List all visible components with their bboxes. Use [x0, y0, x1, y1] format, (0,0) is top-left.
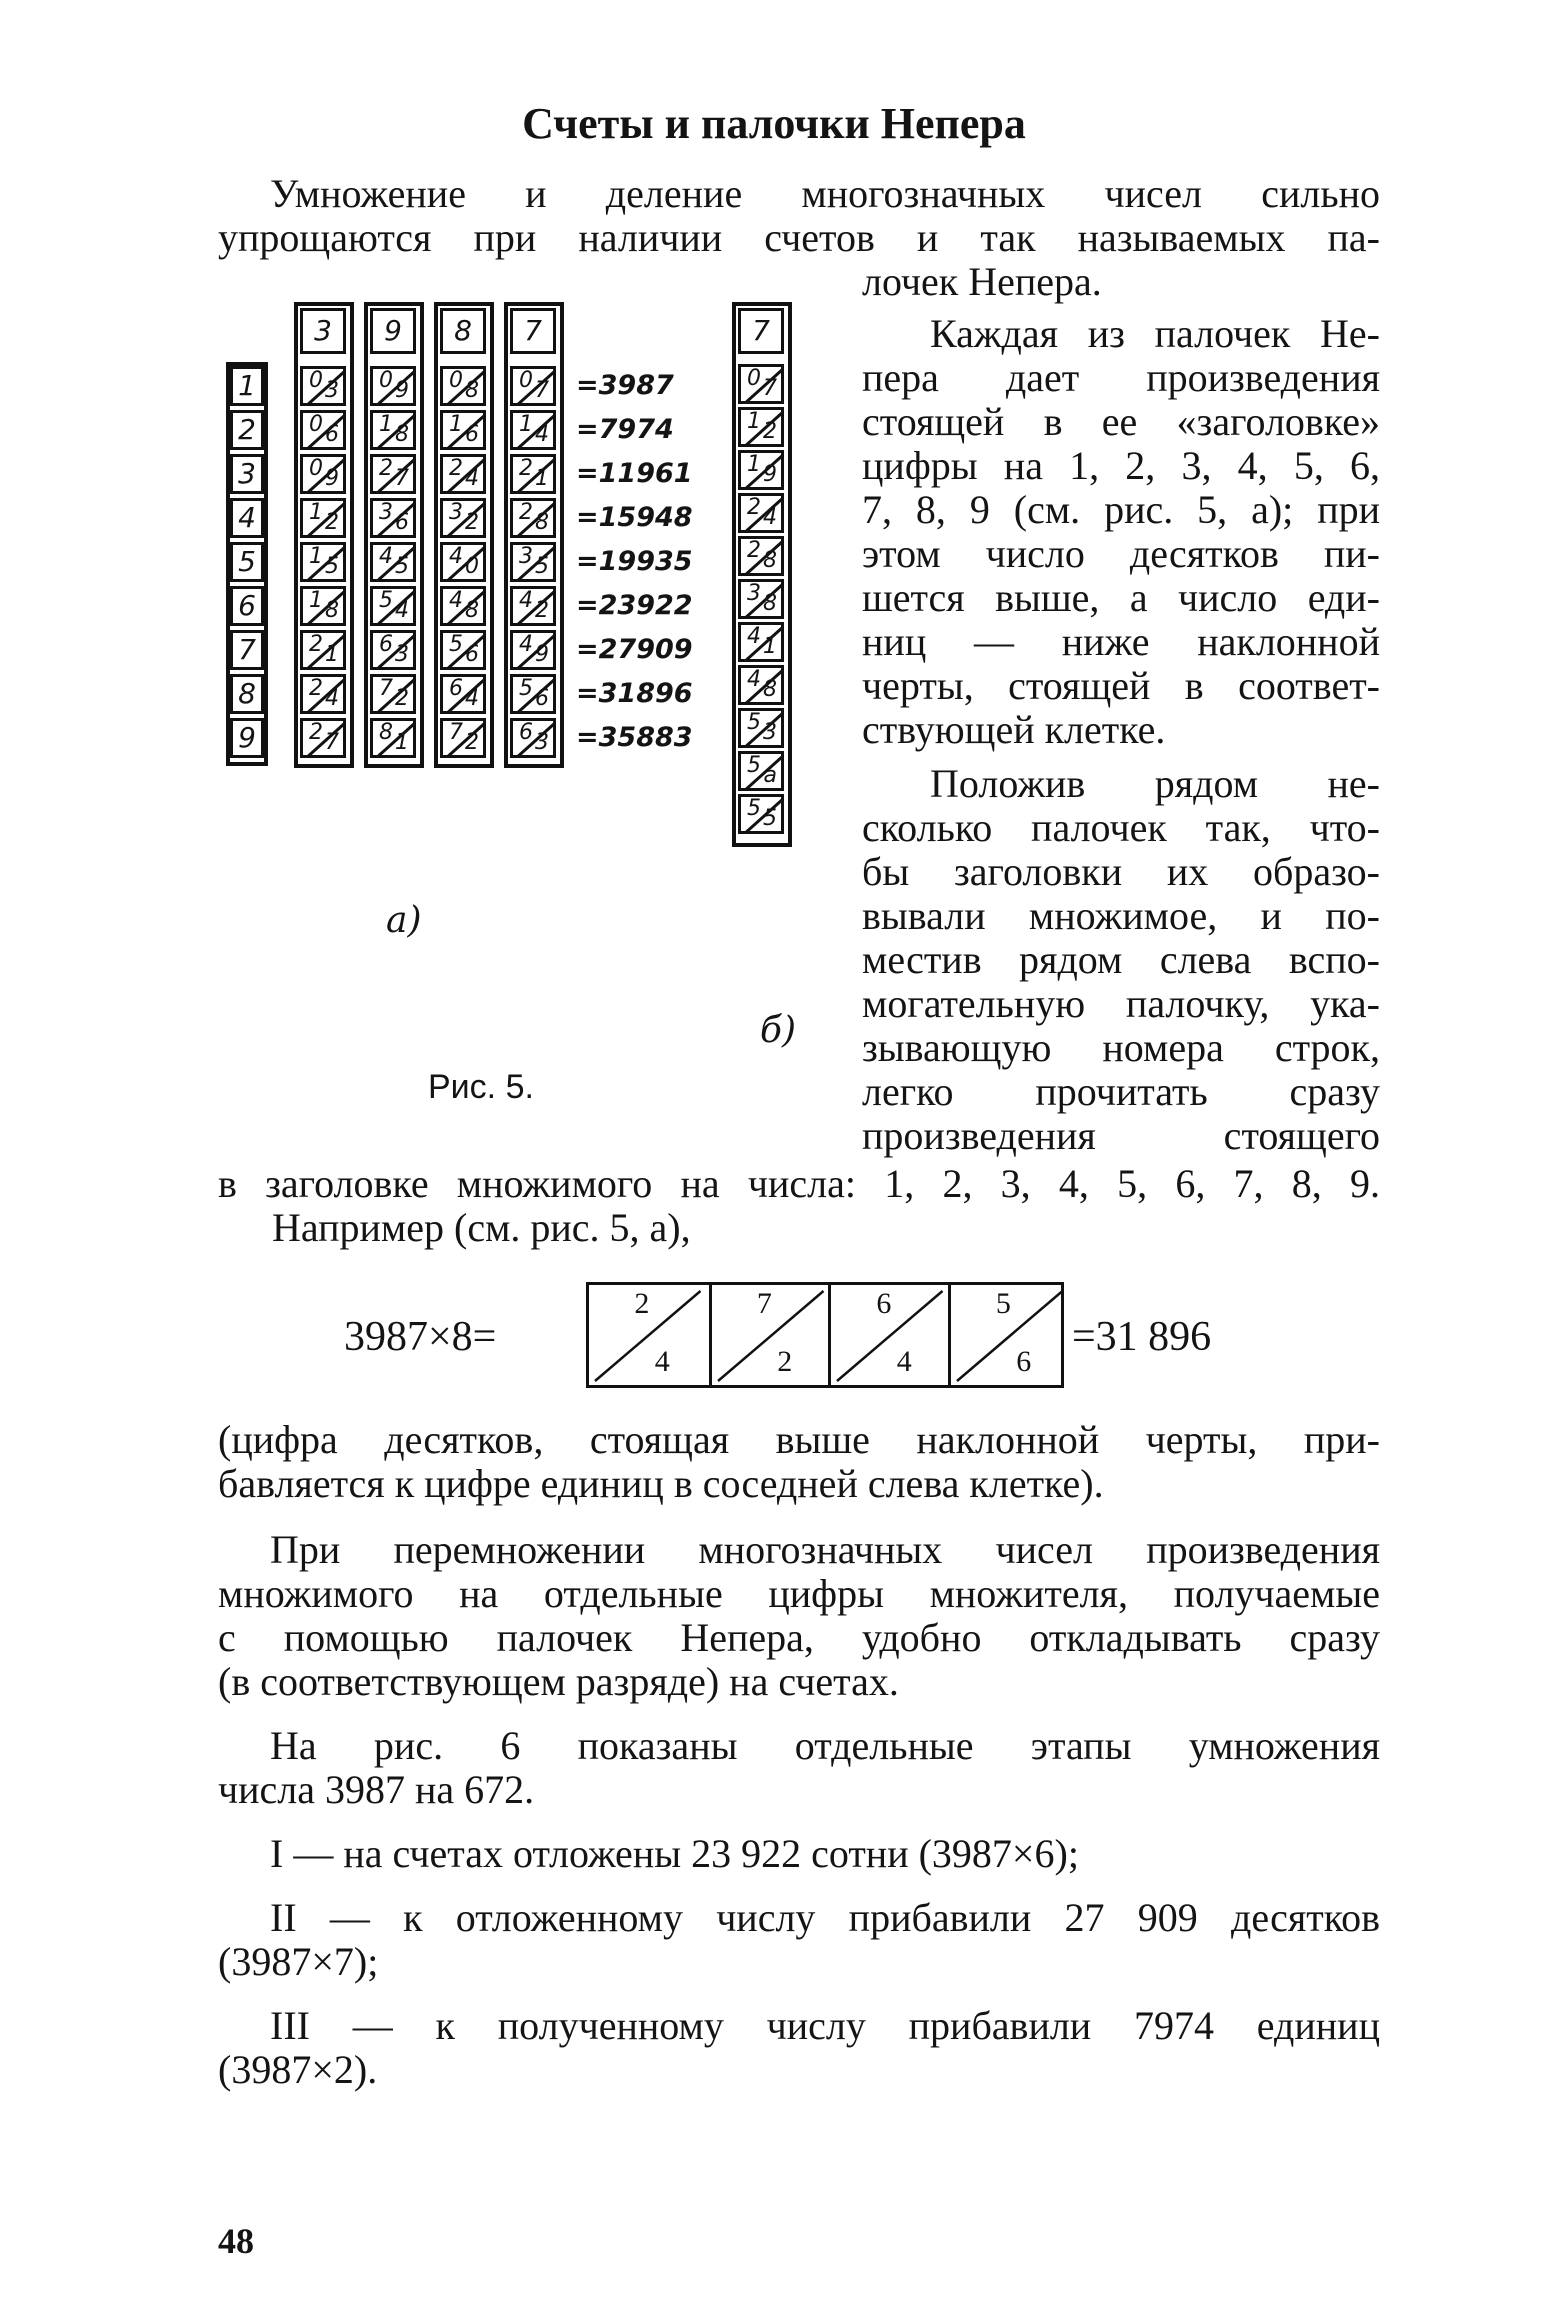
units-digit: 9 [763, 462, 777, 487]
tens-digit: 3 [379, 500, 393, 525]
rod-cell [510, 630, 556, 670]
step-2: II — к отложенному числу прибавили 27 909 десятков [270, 1895, 1380, 1940]
units-digit: 4 [465, 686, 479, 711]
figure-label-a: а) [386, 900, 422, 941]
tens-digit: 5 [449, 632, 463, 657]
units-digit: 2 [465, 510, 479, 535]
units-digit: 1 [763, 634, 777, 659]
tens-digit: 5 [519, 676, 533, 701]
paragraph-2-line: Положив рядом не- [930, 761, 1380, 806]
equation-tens: 7 [756, 1287, 772, 1320]
index-cell: 3 [230, 454, 264, 494]
rod-cell [370, 718, 416, 758]
rod-b-cell [738, 751, 784, 791]
paragraph-2-line: зывающую номера строк, [862, 1025, 1380, 1070]
tens-digit: 5 [747, 753, 761, 778]
tens-digit: 1 [449, 412, 463, 437]
rod-cell [510, 498, 556, 538]
tens-digit: 1 [309, 500, 323, 525]
step-2-continued: (3987×7); [218, 1939, 379, 1984]
units-digit: 5 [763, 806, 777, 831]
units-digit: 8 [535, 510, 549, 535]
paragraph-1-line: этом число десятков пи- [862, 531, 1380, 576]
tens-digit: 0 [309, 412, 323, 437]
tens-digit: 2 [747, 538, 761, 563]
index-cell: 4 [230, 498, 264, 538]
tens-digit: 0 [309, 368, 323, 393]
units-digit: 2 [325, 510, 339, 535]
paragraph-4-line-4: (в соответствующем разряде) на счетах. [218, 1659, 899, 1704]
rod-cell [370, 630, 416, 670]
tens-digit: 4 [449, 544, 463, 569]
index-cell: 1 [230, 366, 264, 406]
units-digit: 4 [763, 505, 777, 530]
rod-b-cell [738, 407, 784, 447]
paragraph-1-line: ниц — ниже наклонной [862, 619, 1380, 664]
units-digit: 7 [535, 378, 549, 403]
units-digit: 4 [535, 422, 549, 447]
rod-cell [440, 718, 486, 758]
tens-digit: 3 [519, 544, 533, 569]
units-digit: 7 [325, 730, 339, 755]
tens-digit: 2 [309, 720, 323, 745]
equation-rod-cells [586, 1282, 1064, 1388]
index-cell: 9 [230, 718, 264, 758]
rod-b-header: 7 [738, 308, 784, 354]
units-digit: 6 [395, 510, 409, 535]
paragraph-4-line-2: множимого на отдельные цифры множителя, получаемые [218, 1571, 1380, 1616]
tens-digit: 2 [449, 456, 463, 481]
tens-digit: 6 [379, 632, 393, 657]
tens-digit: 2 [747, 495, 761, 520]
rod-cell [510, 586, 556, 626]
tens-digit: 1 [309, 544, 323, 569]
tens-digit: 2 [309, 632, 323, 657]
row-product: =7974 [576, 414, 674, 445]
step-3: III — к полученному числу прибавили 7974 единиц [270, 2003, 1380, 2048]
tens-digit: 4 [519, 632, 533, 657]
tens-digit: 0 [449, 368, 463, 393]
row-product: =35883 [576, 722, 693, 753]
page-number: 48 [218, 2221, 254, 2261]
units-digit: 6 [325, 422, 339, 447]
row-product: =15948 [576, 502, 693, 533]
equation-units: 6 [1016, 1345, 1032, 1378]
rod-cell [370, 366, 416, 406]
units-digit: a [763, 763, 777, 788]
units-digit: 3 [763, 720, 777, 745]
units-digit: 3 [325, 378, 339, 403]
units-digit: 7 [395, 466, 409, 491]
rod-b-cell [738, 794, 784, 834]
tens-digit: 8 [379, 720, 393, 745]
rod-b-cell [738, 536, 784, 576]
units-digit: 8 [465, 598, 479, 623]
rod-cell [440, 410, 486, 450]
rod-b-cell [738, 665, 784, 705]
rod-b-cell [738, 364, 784, 404]
row-product: =31896 [576, 678, 693, 709]
paragraph-1-line: черты, стоящей в соответ- [862, 663, 1380, 708]
units-digit: 5 [395, 554, 409, 579]
paragraph-4-line-3: с помощью палочек Непера, удобно откладывать сразу [218, 1615, 1380, 1660]
intro-line-3: лочек Непера. [862, 259, 1102, 304]
row-product: =3987 [576, 370, 674, 401]
rod-cell [300, 366, 346, 406]
example-intro: Например (см. рис. 5, а), [272, 1205, 691, 1250]
units-digit: 8 [465, 378, 479, 403]
paragraph-1-line: пера дает произведения [862, 355, 1380, 400]
tens-digit: 4 [747, 624, 761, 649]
rod-cell [510, 454, 556, 494]
units-digit: 8 [395, 422, 409, 447]
tens-digit: 5 [747, 710, 761, 735]
equation-units: 4 [896, 1345, 912, 1378]
units-digit: 9 [395, 378, 409, 403]
rod-cell [440, 542, 486, 582]
equation-units: 2 [777, 1345, 793, 1378]
equation-cell [948, 1285, 1068, 1385]
rod-cell [300, 410, 346, 450]
units-digit: 6 [465, 422, 479, 447]
rod-cell [370, 674, 416, 714]
rod-cell [510, 410, 556, 450]
tens-digit: 0 [747, 366, 761, 391]
rod-header: 8 [440, 308, 486, 354]
tens-digit: 5 [379, 588, 393, 613]
rod-cell [440, 454, 486, 494]
units-digit: 1 [535, 466, 549, 491]
equation-right: =31 896 [1072, 1314, 1212, 1360]
step-1: I — на счетах отложены 23 922 сотни (3987×6); [270, 1831, 1079, 1876]
rod-header: 7 [510, 308, 556, 354]
rod-b-cell [738, 450, 784, 490]
units-digit: 5 [535, 554, 549, 579]
tens-digit: 1 [747, 452, 761, 477]
index-cell: 7 [230, 630, 264, 670]
tens-digit: 3 [449, 500, 463, 525]
row-product: =11961 [576, 458, 693, 489]
paragraph-1-line: цифры на 1, 2, 3, 4, 5, 6, [862, 443, 1380, 488]
paragraph-5-line-2: числа 3987 на 672. [218, 1767, 535, 1812]
rod-cell [300, 630, 346, 670]
tens-digit: 5 [747, 796, 761, 821]
rod-cell [300, 498, 346, 538]
rod-cell [510, 674, 556, 714]
rod-cell [440, 498, 486, 538]
units-digit: 5 [325, 554, 339, 579]
tens-digit: 4 [747, 667, 761, 692]
rod-cell [510, 718, 556, 758]
rod-cell [370, 454, 416, 494]
units-digit: 2 [535, 598, 549, 623]
tens-digit: 6 [519, 720, 533, 745]
rod-b-cell [738, 579, 784, 619]
paragraph-products-line: в заголовке множимого на числа: 1, 2, 3, 4, 5, 6, 7, 8, 9. [218, 1161, 1380, 1206]
paragraph-3-line-1: (цифра десятков, стоящая выше наклонной черты, при- [218, 1417, 1380, 1462]
tens-digit: 0 [519, 368, 533, 393]
tens-digit: 7 [379, 676, 393, 701]
units-digit: 4 [465, 466, 479, 491]
units-digit: 8 [763, 677, 777, 702]
paragraph-1-line: шется выше, а число еди- [862, 575, 1380, 620]
equation-cell [709, 1285, 829, 1385]
units-digit: 4 [325, 686, 339, 711]
rod-cell [370, 542, 416, 582]
units-digit: 1 [395, 730, 409, 755]
rod-cell [370, 586, 416, 626]
equation-cell [589, 1285, 709, 1385]
units-digit: 2 [395, 686, 409, 711]
rod-cell [370, 410, 416, 450]
units-digit: 1 [325, 642, 339, 667]
equation-cell [828, 1285, 948, 1385]
units-digit: 6 [465, 642, 479, 667]
units-digit: 3 [395, 642, 409, 667]
rod-b-cell [738, 622, 784, 662]
tens-digit: 3 [747, 581, 761, 606]
units-digit: 8 [325, 598, 339, 623]
paragraph-2-line: произведения стоящего [862, 1113, 1380, 1158]
step-3-continued: (3987×2). [218, 2047, 378, 2092]
rod-header: 3 [300, 308, 346, 354]
paragraph-2-line: могательную палочку, ука- [862, 981, 1380, 1026]
tens-digit: 2 [519, 500, 533, 525]
row-product: =23922 [576, 590, 693, 621]
units-digit: 9 [535, 642, 549, 667]
paragraph-2-line: сколько палочек так, что- [862, 805, 1380, 850]
index-cell: 5 [230, 542, 264, 582]
equation-left: 3987×8= [344, 1314, 497, 1360]
figure-label-b: б) [760, 1010, 797, 1051]
tens-digit: 2 [519, 456, 533, 481]
paragraph-1-line: Каждая из палочек Не- [930, 311, 1380, 356]
rod-b-cell [738, 493, 784, 533]
paragraph-5-line-1: На рис. 6 показаны отдельные этапы умножения [270, 1723, 1380, 1768]
tens-digit: 1 [379, 412, 393, 437]
tens-digit: 2 [379, 456, 393, 481]
rod-cell [440, 366, 486, 406]
paragraph-2-line: бы заголовки их образо- [862, 849, 1380, 894]
tens-digit: 2 [309, 676, 323, 701]
tens-digit: 1 [309, 588, 323, 613]
rod-cell [370, 498, 416, 538]
rod-cell [440, 674, 486, 714]
figure-caption: Рис. 5. [428, 1068, 534, 1106]
paragraph-2-line: вывали множимое, и по- [862, 893, 1380, 938]
page-title: Счеты и палочки Непера [522, 99, 1026, 148]
index-cell: 2 [230, 410, 264, 450]
rod-cell [510, 366, 556, 406]
tens-digit: 4 [449, 588, 463, 613]
tens-digit: 1 [519, 412, 533, 437]
row-product: =27909 [576, 634, 693, 665]
units-digit: 8 [763, 548, 777, 573]
tens-digit: 4 [519, 588, 533, 613]
tens-digit: 0 [309, 456, 323, 481]
units-digit: 4 [395, 598, 409, 623]
rod-cell [440, 586, 486, 626]
rod-cell [300, 586, 346, 626]
equation-tens: 5 [995, 1287, 1011, 1320]
rod-cell [300, 542, 346, 582]
rod-cell [300, 454, 346, 494]
index-cell: 6 [230, 586, 264, 626]
rod-header: 9 [370, 308, 416, 354]
row-product: =19935 [576, 546, 693, 577]
units-digit: 3 [535, 730, 549, 755]
rod-cell [440, 630, 486, 670]
tens-digit: 7 [449, 720, 463, 745]
paragraph-2-line: легко прочитать сразу [862, 1069, 1380, 1114]
index-cell: 8 [230, 674, 264, 714]
units-digit: 2 [465, 730, 479, 755]
equation-units: 4 [654, 1345, 670, 1378]
paragraph-4-line-1: При перемножении многозначных чисел произведения [270, 1527, 1380, 1572]
units-digit: 6 [535, 686, 549, 711]
equation-tens: 6 [876, 1287, 892, 1320]
tens-digit: 4 [379, 544, 393, 569]
equation-tens: 2 [634, 1287, 650, 1320]
rod-cell [300, 674, 346, 714]
intro-line-1: Умножение и деление многозначных чисел сильно [270, 171, 1380, 216]
units-digit: 0 [465, 554, 479, 579]
tens-digit: 1 [747, 409, 761, 434]
units-digit: 2 [763, 419, 777, 444]
units-digit: 7 [763, 376, 777, 401]
intro-line-2: упрощаются при наличии счетов и так называемых па- [218, 215, 1380, 260]
tens-digit: 0 [379, 368, 393, 393]
paragraph-1-line: стоящей в ее «заголовке» [862, 399, 1380, 444]
units-digit: 9 [325, 466, 339, 491]
units-digit: 8 [763, 591, 777, 616]
paragraph-3-line-2: бавляется к цифре единиц в соседней слева клетке). [218, 1461, 1104, 1506]
rod-b-cell [738, 708, 784, 748]
paragraph-1-line: 7, 8, 9 (см. рис. 5, а); при [862, 487, 1380, 532]
tens-digit: 6 [449, 676, 463, 701]
rod-cell [300, 718, 346, 758]
rod-cell [510, 542, 556, 582]
paragraph-1-line: ствующей клетке. [862, 707, 1166, 752]
paragraph-2-line: местив рядом слева вспо- [862, 937, 1380, 982]
